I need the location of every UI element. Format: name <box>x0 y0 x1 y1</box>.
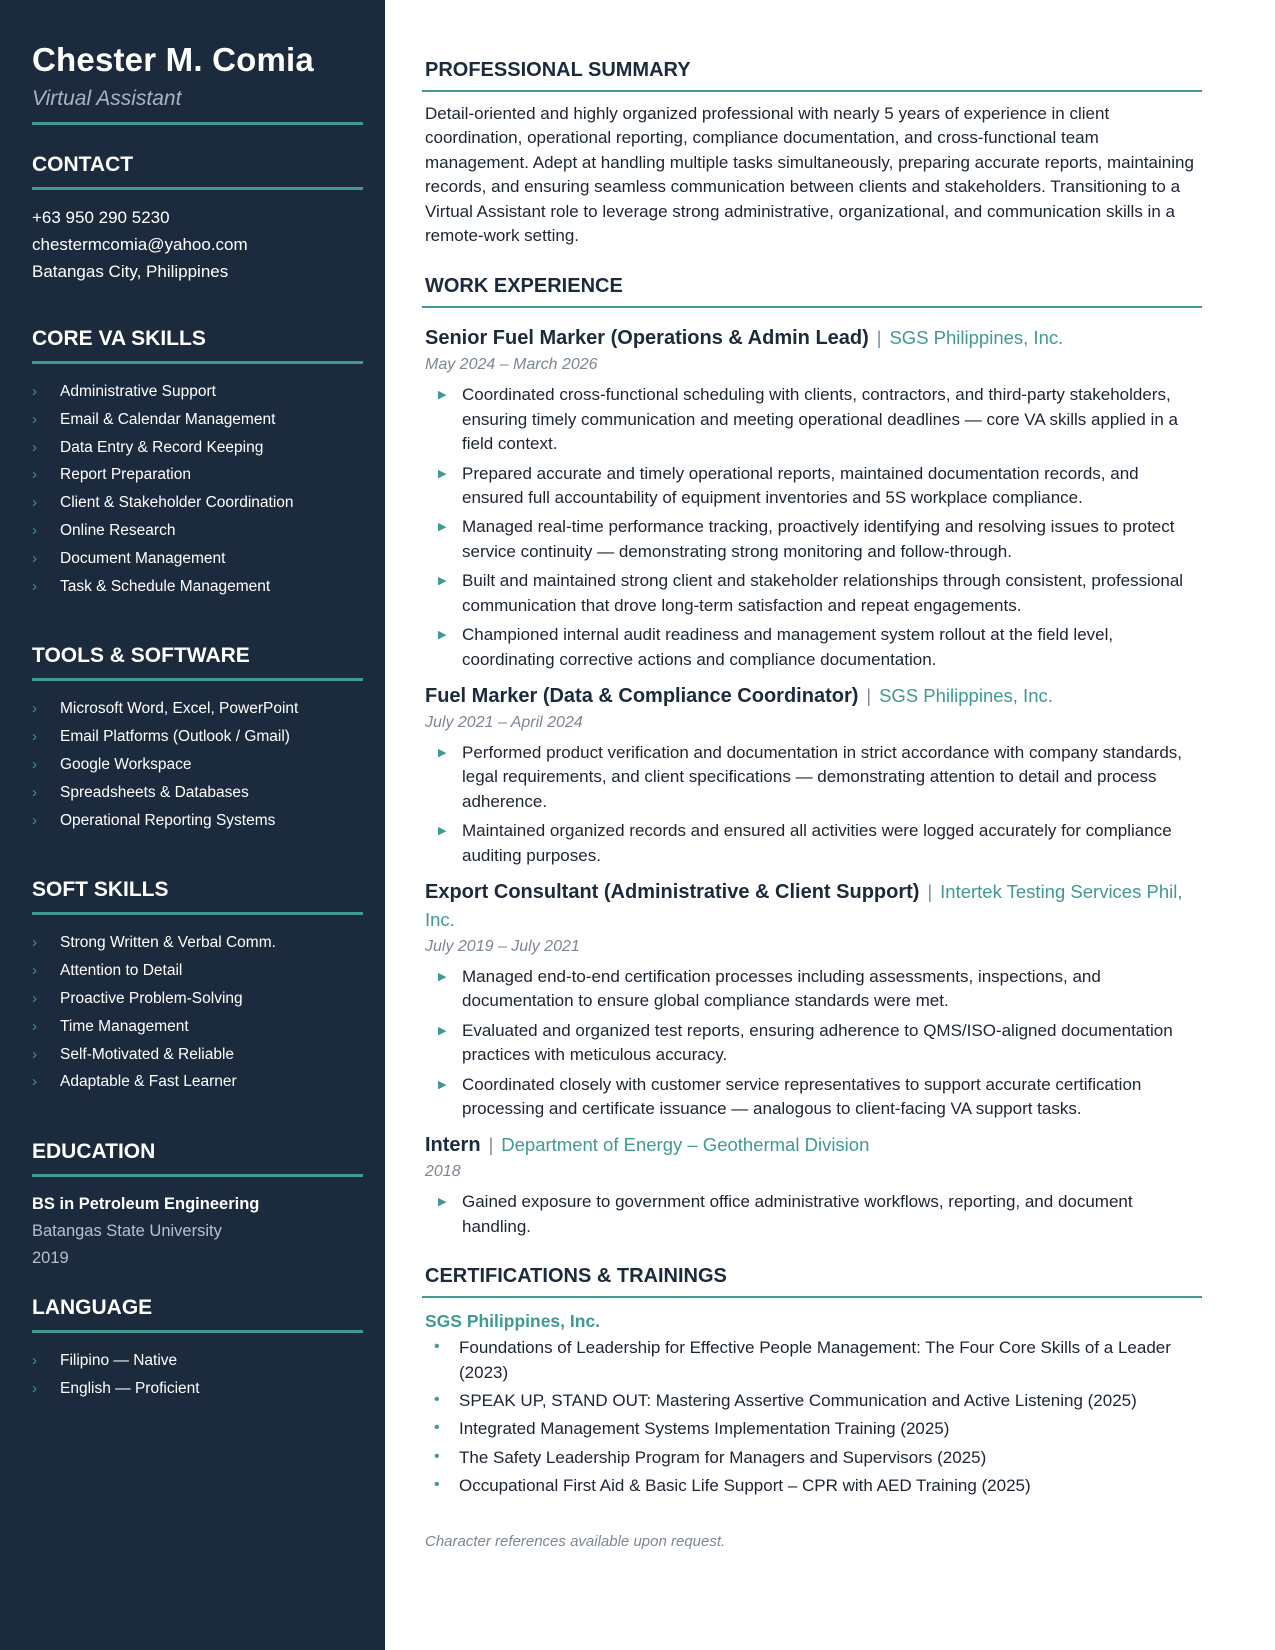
candidate-name: Chester M. Comia <box>32 41 314 78</box>
skill-item: › Client & Stakeholder Coordination <box>32 489 363 517</box>
soft-skills-title: SOFT SKILLS <box>32 878 169 902</box>
tools-section <box>32 642 363 834</box>
triangle-right-icon: ▶ <box>438 1196 447 1209</box>
section-divider <box>32 187 363 190</box>
job-bullet: ▶ Championed internal audit readiness and management system rollout at the field level, coordinating corrective actions and compliance documentation. <box>438 625 1114 669</box>
job-bullet: ▶ Prepared accurate and timely operational reports, maintained documentation records, and ensured full accountability of equipment inventories and 5S workplace compliance. <box>438 463 1139 508</box>
job-title: Intern <box>425 1134 481 1157</box>
job-company: SGS Philippines, Inc. <box>889 327 1064 349</box>
tools-title: TOOLS & SOFTWARE <box>32 644 250 668</box>
triangle-right-icon: ▶ <box>438 825 447 838</box>
job-dates: July 2019 – July 2021 <box>425 937 580 955</box>
triangle-right-icon: ▶ <box>438 970 447 983</box>
job-title: Export Consultant (Administrative & Client Support) <box>425 880 920 903</box>
contact-title: CONTACT <box>32 153 134 176</box>
core-skills-section <box>32 325 363 600</box>
phone-number: +63 950 290 5230 <box>32 208 170 227</box>
section-divider <box>32 1174 363 1177</box>
job-bullet: ▶ Managed real-time performance tracking, proactively identifying and resolving issues to protect service continuity — demonstrating strong monitoring and follow-through. <box>438 517 1175 561</box>
chevron-right-icon: › <box>32 962 37 980</box>
job-company: SGS Philippines, Inc. <box>879 684 1053 706</box>
skill-item: › Document Management <box>32 545 363 573</box>
job-separator: | <box>876 328 882 349</box>
soft-skill-item: › Adaptable & Fast Learner <box>32 1068 363 1096</box>
language-section <box>32 1294 363 1403</box>
job-dates: May 2024 – March 2026 <box>425 356 598 374</box>
triangle-right-icon: ▶ <box>438 575 447 588</box>
job-separator: | <box>866 685 872 706</box>
chevron-right-icon: › <box>32 989 37 1007</box>
soft-skill-item: › Strong Written & Verbal Comm. <box>32 929 363 957</box>
chevron-right-icon: › <box>32 755 37 773</box>
job-bullets <box>425 383 1202 671</box>
cert-item: • Integrated Management Systems Implementation Training (2025) <box>422 1417 1202 1441</box>
job-title: Senior Fuel Marker (Operations & Admin Lead) <box>425 327 869 350</box>
dot-icon: • <box>434 1391 440 1408</box>
core-skills-list <box>32 378 363 600</box>
skill-item: › Administrative Support <box>32 378 363 406</box>
tool-item: › Operational Reporting Systems <box>32 807 363 835</box>
soft-skill-item: › Self-Motivated & Reliable <box>32 1041 363 1069</box>
chevron-right-icon: › <box>32 1352 37 1370</box>
chevron-right-icon: › <box>32 1017 37 1035</box>
job-bullet: ▶ Coordinated closely with customer service representatives to support accurate certification processing and certificate issuance — analogous to client-facing VA support tasks. <box>438 1074 1142 1118</box>
chevron-right-icon: › <box>32 700 37 718</box>
chevron-right-icon: › <box>32 783 37 801</box>
chevron-right-icon: › <box>32 811 37 829</box>
graduation-year: 2019 <box>32 1249 69 1268</box>
core-skills-title: CORE VA SKILLS <box>32 327 206 350</box>
chevron-right-icon: › <box>32 410 37 428</box>
job-entry <box>422 878 1202 1121</box>
skill-item: › Online Research <box>32 517 363 545</box>
dot-icon: • <box>434 1476 440 1494</box>
skill-item: › Email & Calendar Management <box>32 406 363 434</box>
triangle-right-icon: ▶ <box>438 629 447 642</box>
tool-item: › Microsoft Word, Excel, PowerPoint <box>32 695 363 723</box>
dot-icon: • <box>434 1447 440 1465</box>
job-separator: | <box>488 1135 494 1156</box>
experience-section <box>422 272 1202 1239</box>
chevron-right-icon: › <box>32 577 37 595</box>
section-divider <box>422 306 1202 308</box>
degree: BS in Petroleum Engineering <box>32 1195 260 1214</box>
certifications-title: CERTIFICATIONS & TRAININGS <box>425 1265 727 1288</box>
skill-item: › Data Entry & Record Keeping <box>32 434 363 462</box>
job-bullet: ▶ Coordinated cross-functional scheduling with clients, contractors, and third-party stakeholders, ensuring timely communication and meeting operational deadlines — core VA skills applied in a field context. <box>438 385 1178 454</box>
chevron-right-icon: › <box>32 383 37 400</box>
triangle-right-icon: ▶ <box>438 521 447 534</box>
sidebar <box>0 0 385 1650</box>
section-divider <box>32 361 363 364</box>
job-entry <box>422 324 1202 671</box>
education-section <box>32 1138 363 1272</box>
skill-item: › Report Preparation <box>32 461 363 489</box>
chevron-right-icon: › <box>32 494 37 512</box>
soft-skills-section <box>32 876 363 1096</box>
job-company: Department of Energy – Geothermal Division <box>501 1134 870 1156</box>
cert-organization: SGS Philippines, Inc. <box>425 1311 601 1332</box>
job-company: Intertek Testing Services Phil, Inc. <box>425 880 1183 930</box>
soft-skills-list <box>32 929 363 1096</box>
triangle-right-icon: ▶ <box>438 1078 447 1091</box>
chevron-right-icon: › <box>32 1073 37 1091</box>
chevron-right-icon: › <box>32 466 37 484</box>
job-header <box>425 324 1202 352</box>
skill-item: › Task & Schedule Management <box>32 573 363 601</box>
cert-list <box>422 1336 1202 1498</box>
soft-skill-item: › Proactive Problem-Solving <box>32 985 363 1013</box>
chevron-right-icon: › <box>32 934 37 952</box>
job-entry <box>422 682 1202 868</box>
section-divider <box>32 1330 363 1333</box>
chevron-right-icon: › <box>32 728 37 746</box>
tool-item: › Google Workspace <box>32 751 363 779</box>
cert-item: • SPEAK UP, STAND OUT: Mastering Assertive Communication and Active Listening (2025) <box>422 1389 1202 1413</box>
cert-item: • Occupational First Aid & Basic Life Support – CPR with AED Training (2025) <box>422 1474 1202 1498</box>
job-bullet: ▶ Built and maintained strong client and stakeholder relationships through consistent, professional communication that drove long-term satisfaction and repeat engagements. <box>438 571 1184 615</box>
job-bullet: ▶ Managed end-to-end certification processes including assessments, inspections, and documentation to ensure global compliance standards were met. <box>438 966 1101 1011</box>
tool-item: › Email Platforms (Outlook / Gmail) <box>32 723 363 751</box>
language-item: › Filipino — Native <box>32 1347 363 1375</box>
job-bullets <box>425 965 1202 1121</box>
dot-icon: • <box>434 1419 440 1437</box>
chevron-right-icon: › <box>32 1379 37 1397</box>
candidate-role: Virtual Assistant <box>32 87 182 110</box>
tools-list <box>32 695 363 834</box>
chevron-right-icon: › <box>32 549 37 567</box>
language-list <box>32 1347 363 1403</box>
soft-skill-item: › Attention to Detail <box>32 957 363 985</box>
tool-item: › Spreadsheets & Databases <box>32 779 363 807</box>
triangle-right-icon: ▶ <box>438 1024 447 1037</box>
section-divider <box>32 912 363 915</box>
job-title: Fuel Marker (Data & Compliance Coordinator) <box>425 684 859 707</box>
certifications-section <box>422 1262 1202 1498</box>
triangle-right-icon: ▶ <box>438 746 447 759</box>
main-content <box>422 56 1202 1550</box>
job-separator: | <box>927 881 933 902</box>
section-divider <box>422 1296 1202 1298</box>
job-bullet: ▶ Performed product verification and documentation in strict accordance with company standards, legal requirements, and client specifications — demonstrating attention to detail and process adherence. <box>438 742 1183 811</box>
chevron-right-icon: › <box>32 521 37 539</box>
email-address: chestermcomia@yahoo.com <box>32 235 248 254</box>
job-header <box>425 878 1202 934</box>
job-header <box>425 1131 1202 1159</box>
job-dates: July 2021 – April 2024 <box>425 713 583 731</box>
contact-section <box>32 151 363 285</box>
job-entry <box>422 1131 1202 1239</box>
location: Batangas City, Philippines <box>32 262 229 281</box>
job-bullet: ▶ Evaluated and organized test reports, ensuring adherence to QMS/ISO-aligned documentation practices with meticulous accuracy. <box>438 1020 1173 1065</box>
job-header <box>425 682 1202 710</box>
job-bullet: ▶ Maintained organized records and ensured all activities were logged accurately for compliance auditing purposes. <box>438 821 1172 865</box>
summary-text: Detail-oriented and highly organized professional with nearly 5 years of experience in client coordination, operational reporting, compliance documentation, and cross-functional team management. Adept at handling multiple tasks simultaneously, preparing accurate reports, maintaining records, and ensuring seamless communication between clients and stakeholders. Transitioning to a Virtual Assistant role to leverage strong administrative, organizational, and communication skills in a remote-work setting. <box>425 104 1194 246</box>
education-title: EDUCATION <box>32 1140 156 1164</box>
triangle-right-icon: ▶ <box>438 389 447 402</box>
soft-skill-item: › Time Management <box>32 1013 363 1041</box>
language-item: › English — Proficient <box>32 1375 363 1403</box>
experience-title: WORK EXPERIENCE <box>425 275 623 298</box>
job-bullet: ▶ Gained exposure to government office administrative workflows, reporting, and document handling. <box>438 1192 1133 1236</box>
job-bullets <box>425 1190 1202 1239</box>
footer-note: Character references available upon request. <box>425 1532 726 1550</box>
summary-section <box>422 56 1202 248</box>
job-dates: 2018 <box>425 1163 461 1181</box>
triangle-right-icon: ▶ <box>438 467 447 480</box>
summary-title: PROFESSIONAL SUMMARY <box>425 59 691 81</box>
cert-item: • The Safety Leadership Program for Managers and Supervisors (2025) <box>422 1446 1202 1470</box>
section-divider <box>422 90 1202 92</box>
dot-icon: • <box>434 1338 440 1356</box>
name-divider <box>32 122 363 125</box>
cert-item: • Foundations of Leadership for Effective People Management: The Four Core Skills of a Leader (2023) <box>422 1336 1202 1385</box>
section-divider <box>32 678 363 681</box>
chevron-right-icon: › <box>32 1045 37 1063</box>
job-bullets <box>425 741 1202 868</box>
language-title: LANGUAGE <box>32 1296 153 1320</box>
school: Batangas State University <box>32 1222 222 1241</box>
chevron-right-icon: › <box>32 438 37 456</box>
